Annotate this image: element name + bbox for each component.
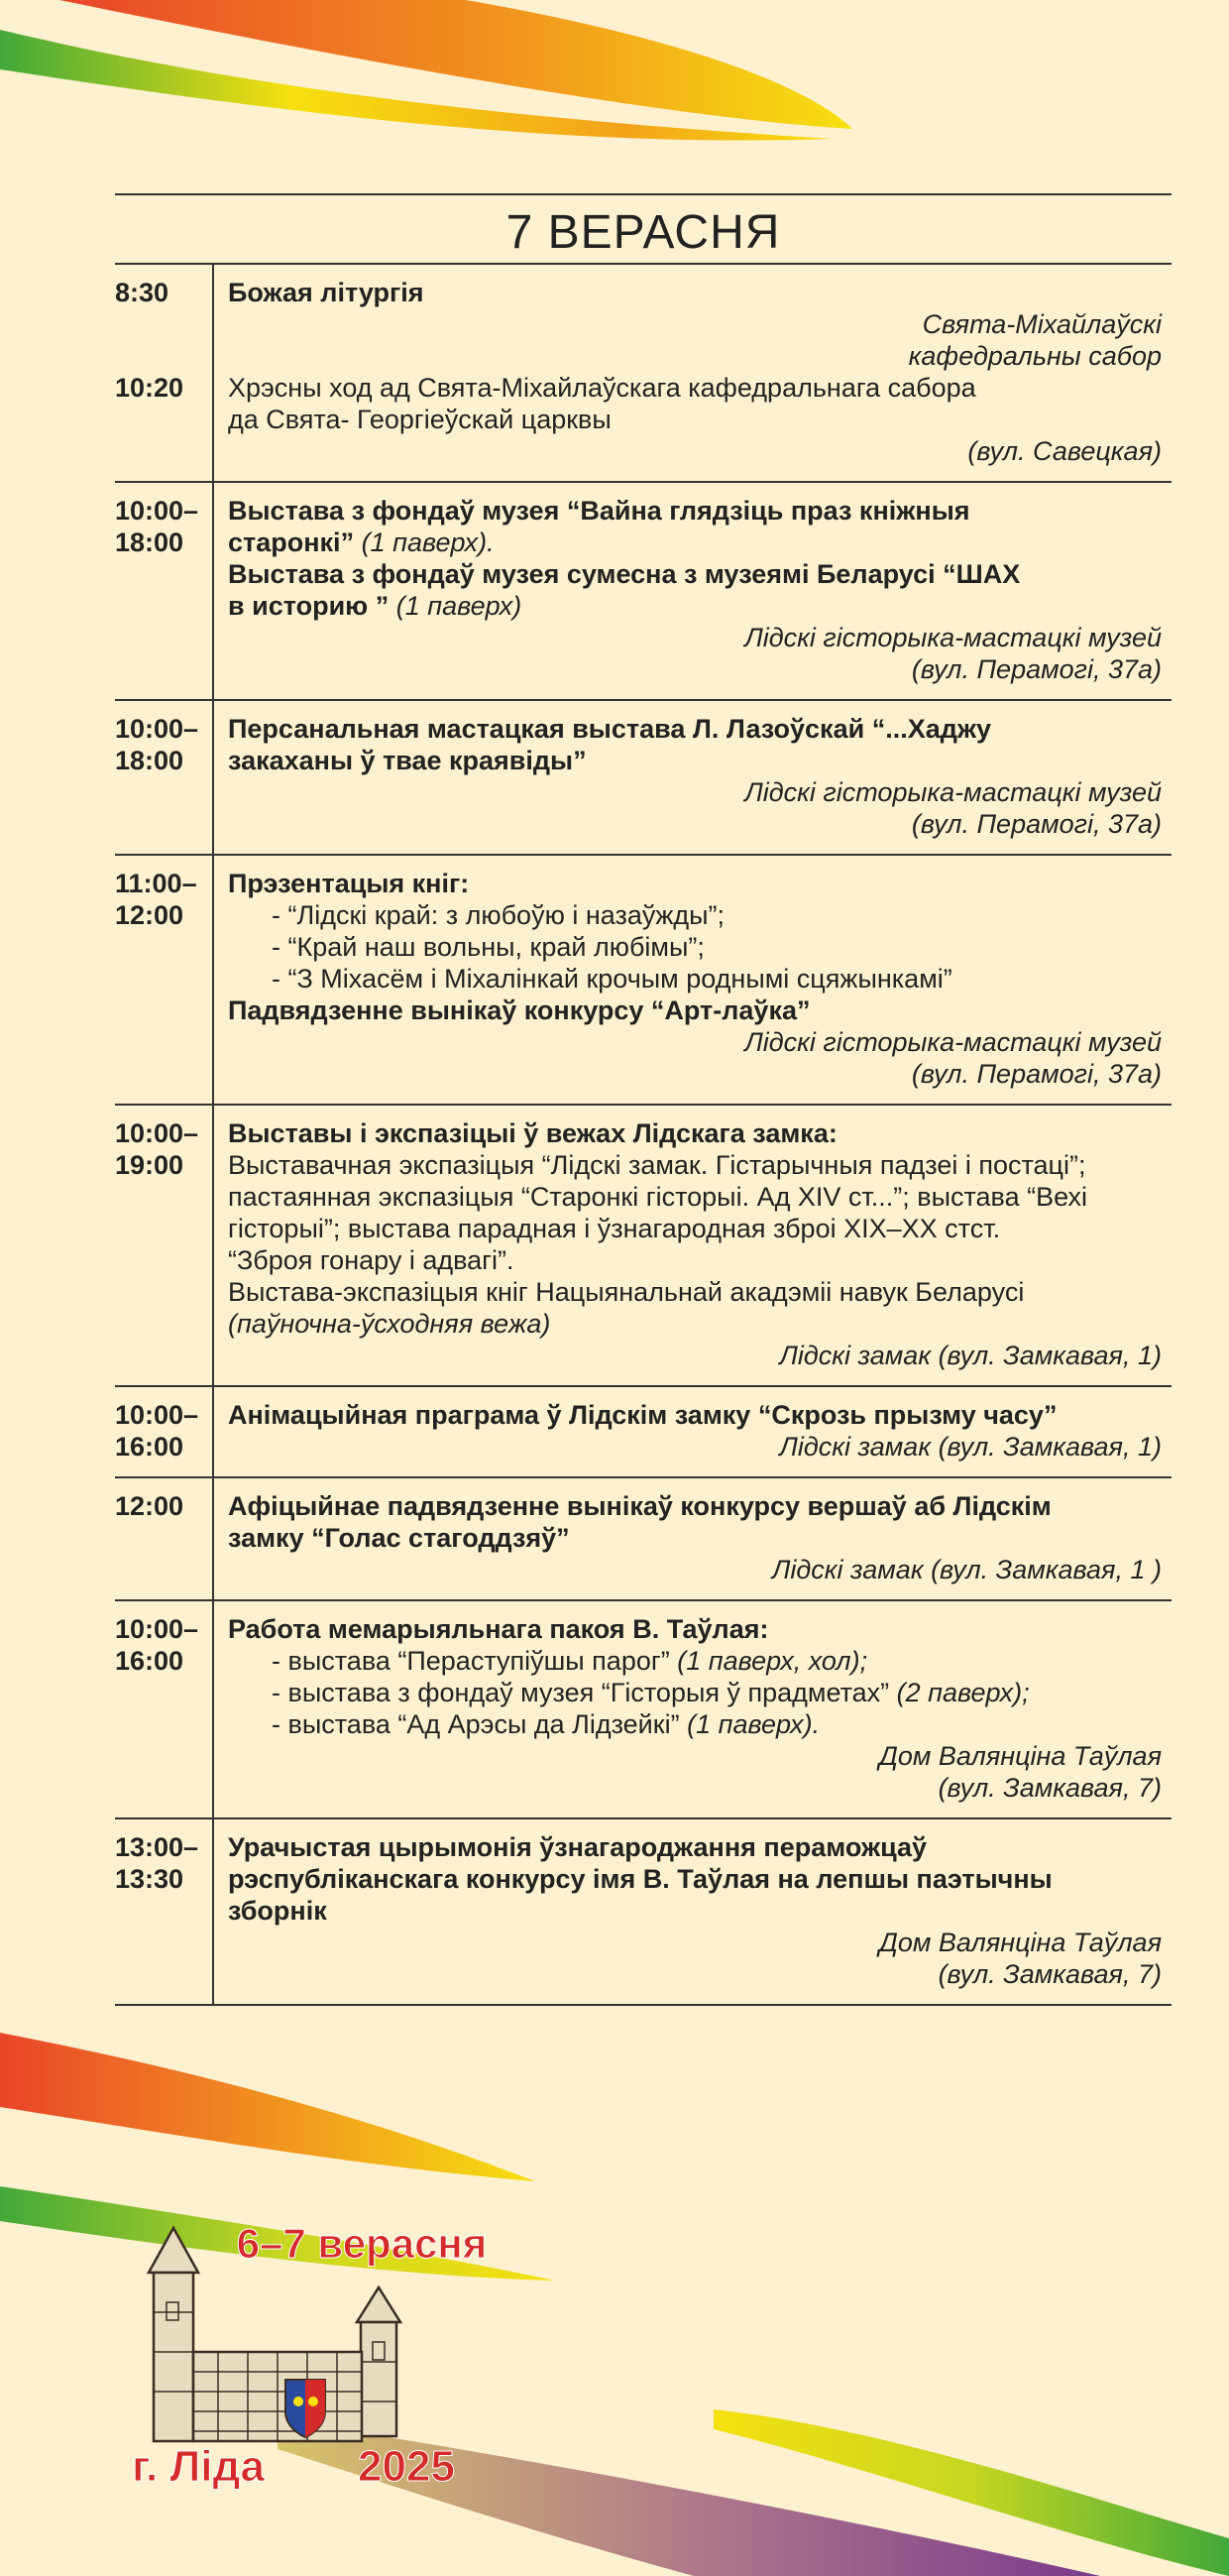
event-details (214, 265, 1172, 481)
event-line-main: закаханы ў твае краявіды” (228, 746, 587, 775)
event-venue (228, 1958, 1162, 1990)
event-time (115, 1601, 214, 1817)
event-venue (228, 1026, 1162, 1058)
event-venue (228, 1431, 1162, 1463)
event-line-main: Лідскі гісторыка-мастацкі музей (744, 777, 1162, 807)
event-text (228, 963, 1162, 995)
event-line-main: Хрэсны ход ад Свята-Міхайлаўскага кафедральнага сабора (228, 373, 976, 403)
event-line-note: (1 паверх). (354, 527, 495, 557)
event-venue (228, 776, 1162, 808)
event-text (228, 713, 1162, 745)
event-text (228, 590, 1162, 622)
time-value: 10:00– (115, 496, 199, 526)
event-line-note: (2 паверх); (889, 1678, 1030, 1707)
event-line-main: Падвядзенне вынікаў конкурсу “Арт-лаўка” (228, 995, 811, 1025)
time-value: 12:00 (115, 900, 184, 930)
event-line-main: Анімацыйная праграма ў Лідскім замку “Скрозь прызму часу” (228, 1400, 1058, 1430)
event-line-main: Выстава з фондаў музея “Вайна глядзіць праз кніжныя (228, 496, 970, 526)
event-venue (228, 1340, 1162, 1371)
event-line-main: кафедральны сабор (908, 341, 1162, 371)
event-text (228, 1522, 1162, 1554)
schedule-row (115, 1478, 1172, 1601)
time-value: 10:00– (115, 1118, 199, 1148)
event-text (228, 1213, 1162, 1244)
schedule-row (115, 856, 1172, 1106)
event-time (115, 265, 214, 481)
festival-logo (119, 2203, 496, 2491)
event-venue (228, 1058, 1162, 1090)
event-line-main: Выставы і экспазіцыі ў вежах Лідскага замка: (228, 1118, 838, 1148)
event-time (115, 701, 214, 854)
event-line-main: (вул. Савецкая) (967, 436, 1162, 466)
event-line-main: Лідскі замак (вул. Замкавая, 1 ) (771, 1555, 1162, 1584)
event-venue (228, 1772, 1162, 1804)
event-line-main: пастаянная экспазіцыя “Старонкі гісторыі. Ад XIV ст...”; выстава “Вехі (228, 1182, 1088, 1212)
time-value: 10:00– (115, 1400, 199, 1430)
time-value: 18:00 (115, 527, 184, 557)
event-details (214, 483, 1172, 699)
time-value: 13:30 (115, 1864, 184, 1894)
event-line-main: Выставачная экспазіцыя “Лідскі замак. Гістарычныя падзеі і постаці”; (228, 1150, 1086, 1180)
event-venue (228, 808, 1162, 840)
event-venue (228, 435, 1162, 467)
event-text (228, 1244, 1162, 1276)
event-venue (228, 653, 1162, 685)
schedule-row (115, 265, 1172, 483)
event-line-main: Лідскі гісторыка-мастацкі музей (744, 1027, 1162, 1057)
event-text (228, 868, 1162, 899)
event-text (228, 372, 1162, 404)
event-text (228, 995, 1162, 1026)
event-line-main: рэспубліканскага конкурсу імя В. Таўлая на лепшы паэтычны (228, 1864, 1053, 1894)
schedule-row (115, 1387, 1172, 1478)
event-line-main: Лідскі замак (вул. Замкавая, 1) (779, 1432, 1162, 1462)
schedule-row (115, 701, 1172, 856)
time-value: 8:30 (115, 278, 169, 307)
event-line-main: Афіцыйнае падвядзенне вынікаў конкурсу вершаў аб Лідскім (228, 1491, 1052, 1521)
logo-dates: 6–7 верасня (236, 2220, 488, 2267)
event-details (214, 856, 1172, 1104)
schedule-row (115, 483, 1172, 701)
time-value: 16:00 (115, 1646, 184, 1676)
event-line-main: Дом Валянціна Таўлая (878, 1741, 1162, 1771)
event-line-note: (1 паверх) (389, 591, 522, 621)
event-venue (228, 1927, 1162, 1958)
event-line-main: (вул. Замкавая, 7) (938, 1773, 1162, 1803)
event-line-main: “Зброя гонару і адвагі”. (228, 1245, 514, 1275)
event-text (228, 1708, 1162, 1740)
event-line-note: (1 паверх, хол); (669, 1646, 868, 1676)
event-details (214, 701, 1172, 854)
event-line-main: Лідскі замак (вул. Замкавая, 1) (779, 1341, 1162, 1370)
event-line-main: Выстава-экспазіцыя кніг Нацыянальнай акадэміі навук Беларусі (228, 1277, 1025, 1307)
event-text (228, 1863, 1162, 1895)
event-line-main: зборнік (228, 1896, 327, 1926)
event-line-main: замку “Голас стагоддзяў” (228, 1523, 570, 1553)
event-line-main: Урачыстая цырымонія ўзнагароджання пераможцаў (228, 1832, 928, 1862)
event-text (228, 527, 1162, 558)
day-heading: 7 ВЕРАСНЯ (115, 193, 1172, 265)
schedule-row (115, 1106, 1172, 1387)
event-time (115, 1819, 214, 2004)
event-venue (228, 1740, 1162, 1772)
event-text (228, 1117, 1162, 1149)
event-text (228, 1645, 1162, 1677)
event-text (228, 404, 1162, 435)
event-line-main: в историю ” (228, 591, 390, 621)
time-value: 18:00 (115, 746, 184, 775)
event-line-main: гісторыі”; выстава парадная і ўзнагародная зброі XIX–XX стст. (228, 1214, 1001, 1243)
event-line-main: - выстава з фондаў музея “Гісторыя ў прадметах” (272, 1678, 890, 1707)
time-value: 11:00– (115, 869, 197, 898)
event-line-main: (вул. Замкавая, 7) (938, 1959, 1162, 1989)
event-line-note: (1 паверх). (679, 1709, 821, 1739)
event-time (115, 856, 214, 1104)
event-text (228, 1399, 1162, 1431)
event-text (228, 277, 1162, 308)
time-value: 19:00 (115, 1150, 184, 1180)
event-line-main: Свята-Міхайлаўскі (922, 309, 1162, 339)
event-venue (228, 1554, 1162, 1585)
event-text (228, 558, 1162, 590)
event-line-main: Дом Валянціна Таўлая (878, 1928, 1162, 1957)
time-value: 16:00 (115, 1432, 184, 1462)
event-text (228, 1490, 1162, 1522)
time-value: 10:00– (115, 1614, 199, 1644)
event-details (214, 1819, 1172, 2004)
event-line-main: Персанальная мастацкая выстава Л. Лазоўскай “...Хаджу (228, 714, 992, 744)
logo-year: 2025 (358, 2442, 455, 2491)
schedule-sheet (115, 193, 1172, 2006)
event-text (228, 745, 1162, 776)
event-text (228, 1831, 1162, 1863)
event-text (228, 1895, 1162, 1927)
event-text (228, 1308, 1162, 1340)
event-time (115, 1387, 214, 1476)
event-line-main: - выстава “Ад Арэсы да Лідзейкі” (272, 1709, 680, 1739)
event-time (115, 1478, 214, 1599)
event-text (228, 1613, 1162, 1645)
schedule-table (115, 265, 1172, 2006)
event-details (214, 1106, 1172, 1385)
event-line-main: Выстава з фондаў музея сумесна з музеямі Беларусі “ШАХ (228, 559, 1021, 589)
event-text (228, 931, 1162, 963)
schedule-row (115, 1601, 1172, 1819)
event-text (228, 899, 1162, 931)
event-text (228, 495, 1162, 527)
event-time (115, 1106, 214, 1385)
logo-city: г. Ліда (132, 2442, 265, 2491)
event-details (214, 1601, 1172, 1817)
event-line-main: - “З Міхасём і Міхалінкай крочым роднымі сцяжынкамі” (272, 964, 952, 994)
event-line-main: старонкі” (228, 527, 355, 557)
event-line-main: (вул. Перамогі, 37а) (911, 809, 1162, 839)
event-details (214, 1478, 1172, 1599)
event-venue (228, 622, 1162, 653)
event-line-main: - выстава “Пераступіўшы парог” (272, 1646, 670, 1676)
time-value: 12:00 (115, 1491, 184, 1521)
event-details (214, 1387, 1172, 1476)
event-text (228, 1149, 1162, 1181)
time-value: 10:00– (115, 714, 199, 744)
event-venue (228, 340, 1162, 372)
event-text (228, 1677, 1162, 1708)
event-line-main: Работа мемарыяльнага пакоя В. Таўлая: (228, 1614, 769, 1644)
event-venue (228, 308, 1162, 340)
event-line-main: - “Лідскі край: з любоўю і назаўжды”; (272, 900, 726, 930)
time-value: 10:20 (115, 373, 184, 403)
event-line-main: Лідскі гісторыка-мастацкі музей (744, 623, 1162, 652)
event-line-main: - “Край наш вольны, край любімы”; (272, 932, 705, 962)
event-line-main: Божая літургія (228, 278, 424, 307)
event-line-main: (паўночна-ўсходняя вежа) (228, 1309, 551, 1339)
event-text (228, 1276, 1162, 1308)
event-text (228, 1181, 1162, 1213)
time-value: 13:00– (115, 1832, 199, 1862)
event-line-main: (вул. Перамогі, 37а) (911, 654, 1162, 684)
event-line-main: (вул. Перамогі, 37а) (911, 1059, 1162, 1089)
event-line-main: Прэзентацыя кніг: (228, 869, 470, 898)
event-time (115, 483, 214, 699)
event-line-main: да Свята- Георгіеўскай царквы (228, 405, 612, 434)
schedule-row (115, 1819, 1172, 2006)
